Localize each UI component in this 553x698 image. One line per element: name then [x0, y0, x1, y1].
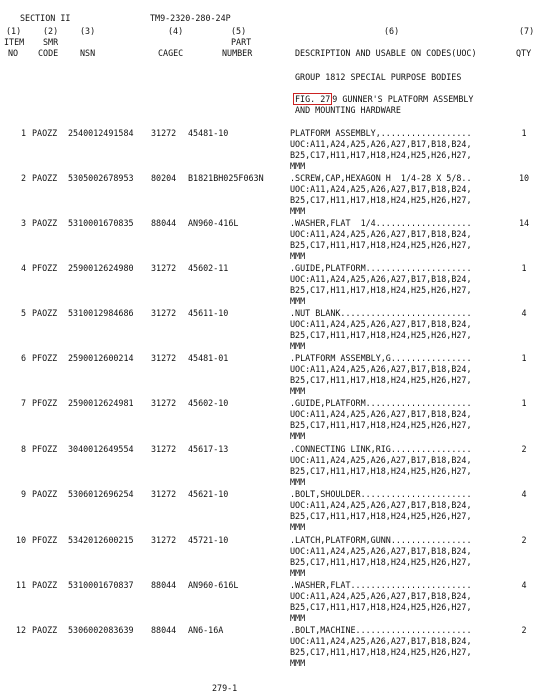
nsn: 5305002678953 [68, 173, 134, 183]
col4-heading: CAGEC [158, 48, 184, 58]
table-row [0, 625, 553, 670]
figure-label: FIG. 27 [295, 94, 331, 104]
smr-code: PAOZZ [32, 625, 58, 635]
item-number: 4 [20, 263, 26, 273]
col2-number: (2) [43, 26, 59, 36]
uoc-line3: MMM [290, 613, 306, 623]
group-title: GROUP 1812 SPECIAL PURPOSE BODIES [295, 72, 462, 82]
description [290, 353, 512, 397]
col6-number: (6) [384, 26, 400, 36]
uoc-line2: B25,C17,H11,H17,H18,H24,H25,H26,H27, [290, 647, 472, 657]
uoc-line1: UOC:A11,A24,A25,A26,A27,B17,B18,B24, [290, 409, 472, 419]
item-number: 3 [20, 218, 26, 228]
col5-heading-line1: PART [231, 37, 252, 47]
uoc-line2: B25,C17,H11,H17,H18,H24,H25,H26,H27, [290, 195, 472, 205]
description [290, 173, 512, 217]
description [290, 535, 512, 579]
figure-title-line2: AND MOUNTING HARDWARE [295, 105, 401, 115]
uoc-line1: UOC:A11,A24,A25,A26,A27,B17,B18,B24, [290, 591, 472, 601]
description [290, 308, 512, 352]
uoc-line2: B25,C17,H11,H17,H18,H24,H25,H26,H27, [290, 375, 472, 385]
quantity: 14 [518, 218, 530, 228]
description-text: .WASHER,FLAT........................ [290, 580, 472, 590]
cage-code: 31272 [151, 535, 177, 545]
part-number: B1821BH025F063N [188, 173, 264, 183]
nsn: 5306002083639 [68, 625, 134, 635]
uoc-line3: MMM [290, 161, 306, 171]
quantity: 1 [521, 128, 527, 138]
smr-code: PFOZZ [32, 535, 58, 545]
figure-title-rest: 9 GUNNER'S PLATFORM ASSEMBLY [332, 94, 474, 104]
uoc-line1: UOC:A11,A24,A25,A26,A27,B17,B18,B24, [290, 184, 472, 194]
item-number: 1 [20, 128, 26, 138]
col1-heading-line2: NO [8, 48, 19, 58]
part-number: 45602-10 [188, 398, 229, 408]
item-number: 2 [20, 173, 26, 183]
description-text: .PLATFORM ASSEMBLY,G................ [290, 353, 472, 363]
uoc-line1: UOC:A11,A24,A25,A26,A27,B17,B18,B24, [290, 455, 472, 465]
smr-code: PAOZZ [32, 218, 58, 228]
part-number: 45611-10 [188, 308, 229, 318]
uoc-line2: B25,C17,H11,H17,H18,H24,H25,H26,H27, [290, 240, 472, 250]
uoc-line3: MMM [290, 431, 306, 441]
col6-heading: DESCRIPTION AND USABLE ON CODES(UOC) [295, 48, 477, 58]
table-row [0, 353, 553, 398]
nsn: 5310001670837 [68, 580, 134, 590]
description [290, 580, 512, 624]
item-number: 7 [20, 398, 26, 408]
uoc-line3: MMM [290, 341, 306, 351]
uoc-line3: MMM [290, 522, 306, 532]
col3-number: (3) [80, 26, 96, 36]
table-row [0, 173, 553, 218]
uoc-line3: MMM [290, 568, 306, 578]
uoc-line1: UOC:A11,A24,A25,A26,A27,B17,B18,B24, [290, 364, 472, 374]
part-number: AN6-16A [188, 625, 224, 635]
col2-heading-line2: CODE [38, 48, 59, 58]
description [290, 263, 512, 307]
nsn: 3040012649554 [68, 444, 134, 454]
description-text: .BOLT,MACHINE....................... [290, 625, 472, 635]
description-text: .NUT BLANK.......................... [290, 308, 472, 318]
table-row [0, 580, 553, 625]
description-text: PLATFORM ASSEMBLY,.................. [290, 128, 472, 138]
uoc-line3: MMM [290, 296, 306, 306]
description-text: .SCREW,CAP,HEXAGON H 1/4-28 X 5/8.. [290, 173, 472, 183]
uoc-line2: B25,C17,H11,H17,H18,H24,H25,H26,H27, [290, 557, 472, 567]
cage-code: 31272 [151, 353, 177, 363]
col1-number: (1) [6, 26, 22, 36]
item-number: 11 [15, 580, 26, 590]
description [290, 625, 512, 669]
quantity: 1 [521, 398, 527, 408]
description-text: .GUIDE,PLATFORM..................... [290, 263, 472, 273]
col7-heading: QTY [516, 48, 532, 58]
item-number: 5 [20, 308, 26, 318]
table-row [0, 263, 553, 308]
part-number: 45602-11 [188, 263, 229, 273]
figure-title [293, 94, 473, 105]
description-text: .CONNECTING LINK,RIG................ [290, 444, 472, 454]
col5-number: (5) [231, 26, 247, 36]
quantity: 2 [521, 444, 527, 454]
uoc-line2: B25,C17,H11,H17,H18,H24,H25,H26,H27, [290, 511, 472, 521]
cage-code: 88044 [151, 625, 177, 635]
smr-code: PAOZZ [32, 489, 58, 499]
nsn: 5342012600215 [68, 535, 134, 545]
description-text: .LATCH,PLATFORM,GUNN................ [290, 535, 472, 545]
item-number: 10 [15, 535, 26, 545]
uoc-line3: MMM [290, 206, 306, 216]
table-row [0, 308, 553, 353]
smr-code: PFOZZ [32, 398, 58, 408]
uoc-line2: B25,C17,H11,H17,H18,H24,H25,H26,H27, [290, 420, 472, 430]
smr-code: PAOZZ [32, 173, 58, 183]
uoc-line3: MMM [290, 251, 306, 261]
col4-number: (4) [168, 26, 184, 36]
uoc-line3: MMM [290, 386, 306, 396]
uoc-line1: UOC:A11,A24,A25,A26,A27,B17,B18,B24, [290, 139, 472, 149]
smr-code: PFOZZ [32, 444, 58, 454]
uoc-line2: B25,C17,H11,H17,H18,H24,H25,H26,H27, [290, 602, 472, 612]
item-number: 8 [20, 444, 26, 454]
nsn: 2590012624981 [68, 398, 134, 408]
nsn: 5310001670835 [68, 218, 134, 228]
cage-code: 31272 [151, 398, 177, 408]
col7-number: (7) [519, 26, 535, 36]
uoc-line2: B25,C17,H11,H17,H18,H24,H25,H26,H27, [290, 150, 472, 160]
cage-code: 80204 [151, 173, 177, 183]
quantity: 2 [521, 535, 527, 545]
quantity: 10 [518, 173, 530, 183]
col3-heading: NSN [80, 48, 96, 58]
uoc-line1: UOC:A11,A24,A25,A26,A27,B17,B18,B24, [290, 319, 472, 329]
nsn: 2590012624980 [68, 263, 134, 273]
section-title: SECTION II [20, 13, 71, 23]
description-text: .BOLT,SHOULDER...................... [290, 489, 472, 499]
nsn: 5306012696254 [68, 489, 134, 499]
cage-code: 31272 [151, 489, 177, 499]
cage-code: 31272 [151, 263, 177, 273]
part-number: 45481-01 [188, 353, 229, 363]
uoc-line2: B25,C17,H11,H17,H18,H24,H25,H26,H27, [290, 466, 472, 476]
uoc-line1: UOC:A11,A24,A25,A26,A27,B17,B18,B24, [290, 229, 472, 239]
description [290, 128, 512, 172]
col5-heading-line2: NUMBER [222, 48, 253, 58]
table-row [0, 489, 553, 534]
col2-heading-line1: SMR [43, 37, 59, 47]
nsn: 2590012600214 [68, 353, 134, 363]
description-text: .GUIDE,PLATFORM..................... [290, 398, 472, 408]
part-number: 45721-10 [188, 535, 229, 545]
part-number: 45481-10 [188, 128, 229, 138]
uoc-line2: B25,C17,H11,H17,H18,H24,H25,H26,H27, [290, 330, 472, 340]
item-number: 12 [15, 625, 26, 635]
uoc-line1: UOC:A11,A24,A25,A26,A27,B17,B18,B24, [290, 636, 472, 646]
nsn: 5310012984686 [68, 308, 134, 318]
col1-heading-line1: ITEM [4, 37, 25, 47]
description-text: .WASHER,FLAT 1/4................... [290, 218, 472, 228]
table-row [0, 398, 553, 443]
part-number: 45617-13 [188, 444, 229, 454]
smr-code: PAOZZ [32, 580, 58, 590]
uoc-line1: UOC:A11,A24,A25,A26,A27,B17,B18,B24, [290, 274, 472, 284]
table-row [0, 128, 553, 173]
table-row [0, 535, 553, 580]
item-number: 6 [20, 353, 26, 363]
item-number: 9 [20, 489, 26, 499]
description [290, 218, 512, 262]
quantity: 4 [521, 489, 527, 499]
uoc-line1: UOC:A11,A24,A25,A26,A27,B17,B18,B24, [290, 500, 472, 510]
smr-code: PAOZZ [32, 128, 58, 138]
part-number: 45621-10 [188, 489, 229, 499]
cage-code: 31272 [151, 444, 177, 454]
uoc-line3: MMM [290, 658, 306, 668]
table-row [0, 444, 553, 489]
nsn: 2540012491584 [68, 128, 134, 138]
page-number: 279-1 [212, 683, 238, 693]
cage-code: 88044 [151, 218, 177, 228]
uoc-line2: B25,C17,H11,H17,H18,H24,H25,H26,H27, [290, 285, 472, 295]
smr-code: PFOZZ [32, 263, 58, 273]
cage-code: 31272 [151, 308, 177, 318]
part-number: AN960-616L [188, 580, 239, 590]
smr-code: PAOZZ [32, 308, 58, 318]
cage-code: 88044 [151, 580, 177, 590]
quantity: 1 [521, 263, 527, 273]
tm-number: TM9-2320-280-24P [150, 13, 231, 23]
smr-code: PFOZZ [32, 353, 58, 363]
table-row [0, 218, 553, 263]
description [290, 398, 512, 442]
part-number: AN960-416L [188, 218, 239, 228]
description [290, 444, 512, 488]
uoc-line3: MMM [290, 477, 306, 487]
description [290, 489, 512, 533]
uoc-line1: UOC:A11,A24,A25,A26,A27,B17,B18,B24, [290, 546, 472, 556]
quantity: 4 [521, 580, 527, 590]
quantity: 2 [521, 625, 527, 635]
quantity: 4 [521, 308, 527, 318]
cage-code: 31272 [151, 128, 177, 138]
quantity: 1 [521, 353, 527, 363]
